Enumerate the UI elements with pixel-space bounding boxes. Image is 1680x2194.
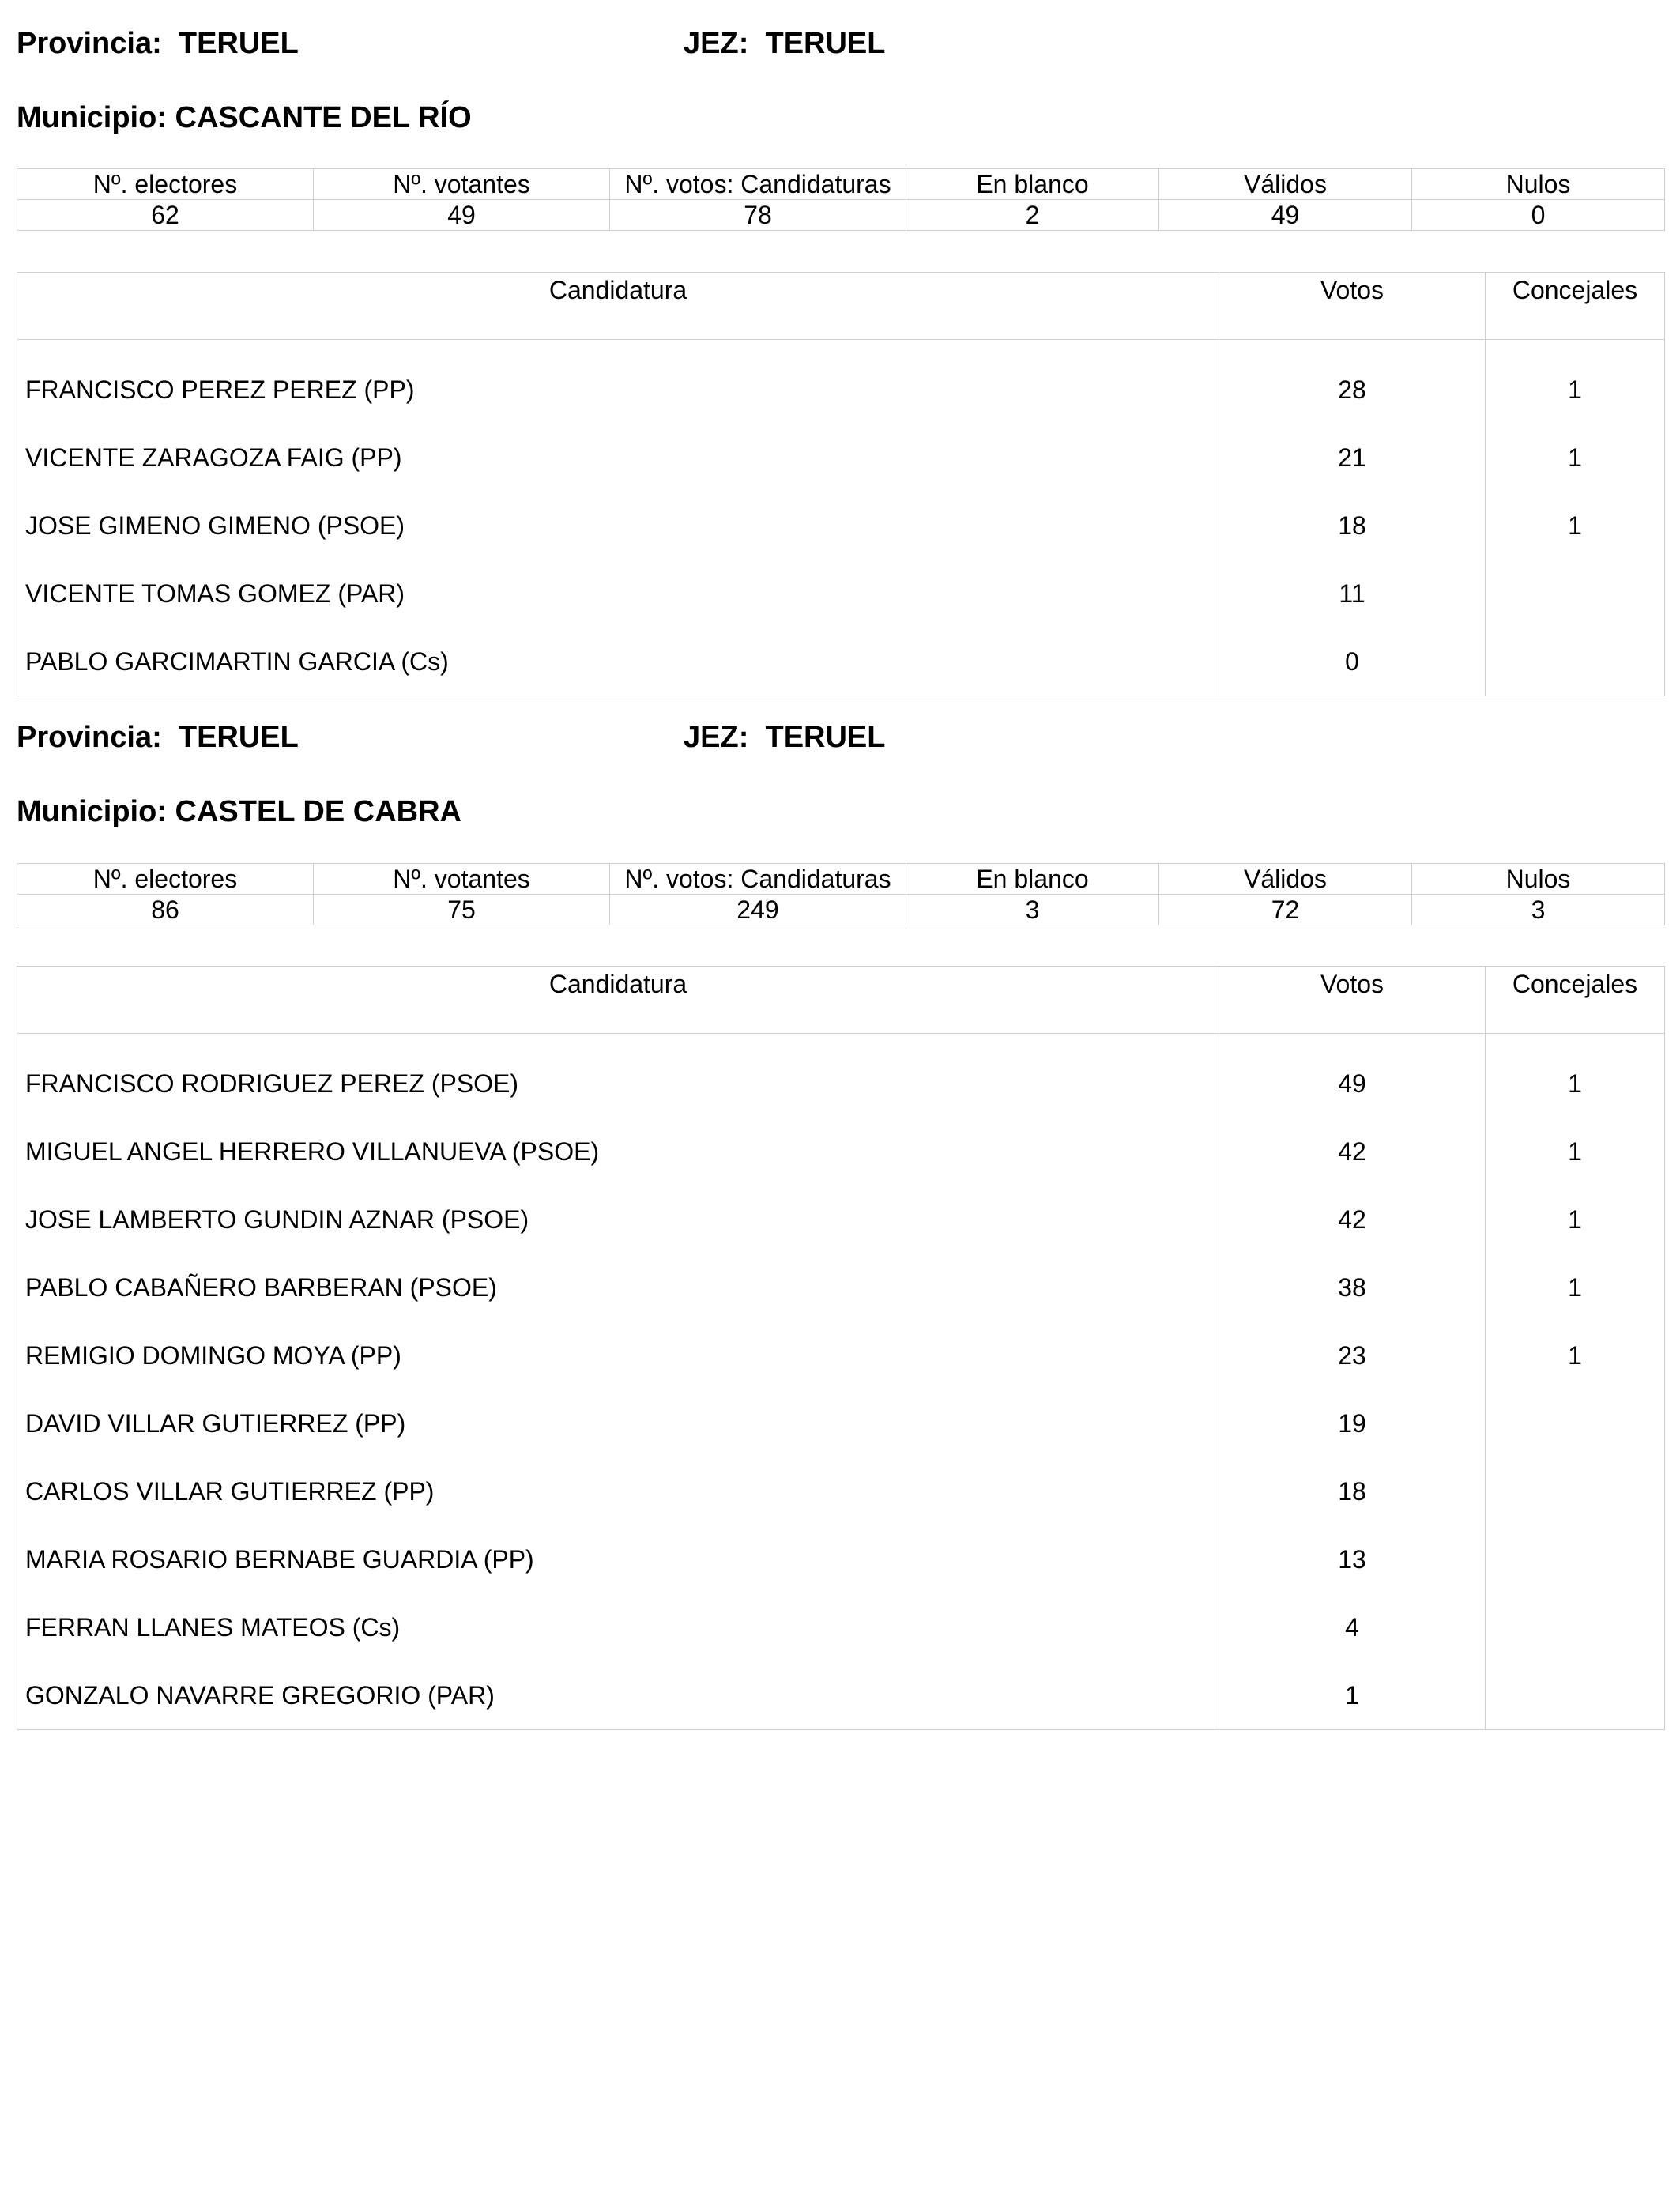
candidate-votos: 38 bbox=[1219, 1253, 1486, 1321]
candidates-table bbox=[17, 272, 1665, 696]
candidate-votos: 28 bbox=[1219, 356, 1486, 424]
candidate-name: VICENTE ZARAGOZA FAIG (PP) bbox=[17, 424, 1219, 492]
candidate-votos: 21 bbox=[1219, 424, 1486, 492]
candidate-concejales: 1 bbox=[1486, 1321, 1665, 1389]
table-row bbox=[17, 1118, 1665, 1186]
candidate-votos: 19 bbox=[1219, 1389, 1486, 1457]
candidate-concejales bbox=[1486, 1457, 1665, 1525]
votos-header: Votos bbox=[1219, 967, 1486, 1034]
candidate-name: PABLO CABAÑERO BARBERAN (PSOE) bbox=[17, 1253, 1219, 1321]
candidate-concejales: 1 bbox=[1486, 1186, 1665, 1253]
stats-header-cell: Nº. votos: Candidaturas bbox=[610, 169, 906, 200]
stats-value-cell: 49 bbox=[1159, 200, 1412, 231]
municipio-section bbox=[17, 721, 1664, 1710]
concejales-header: Concejales bbox=[1486, 967, 1665, 1034]
candidate-votos: 13 bbox=[1219, 1525, 1486, 1593]
stats-header-cell: Nulos bbox=[1412, 169, 1665, 200]
table-row bbox=[17, 356, 1665, 424]
table-row bbox=[17, 1389, 1665, 1457]
table-row bbox=[17, 1661, 1665, 1730]
provincia-jez-line bbox=[17, 27, 1664, 62]
candidate-name: CARLOS VILLAR GUTIERREZ (PP) bbox=[17, 1457, 1219, 1525]
candidate-concejales bbox=[1486, 1389, 1665, 1457]
stats-header-cell: Nº. electores bbox=[17, 864, 314, 895]
stats-value-cell: 3 bbox=[1412, 895, 1665, 925]
candidate-votos: 42 bbox=[1219, 1186, 1486, 1253]
candidate-name: DAVID VILLAR GUTIERREZ (PP) bbox=[17, 1389, 1219, 1457]
candidate-name: FRANCISCO PEREZ PEREZ (PP) bbox=[17, 356, 1219, 424]
candidate-name: VICENTE TOMAS GOMEZ (PAR) bbox=[17, 560, 1219, 628]
table-row bbox=[17, 628, 1665, 696]
candidate-name: MIGUEL ANGEL HERRERO VILLANUEVA (PSOE) bbox=[17, 1118, 1219, 1186]
candidate-votos: 0 bbox=[1219, 628, 1486, 696]
candidate-concejales bbox=[1486, 1525, 1665, 1593]
candidate-concejales: 1 bbox=[1486, 356, 1665, 424]
candidate-name: JOSE LAMBERTO GUNDIN AZNAR (PSOE) bbox=[17, 1186, 1219, 1253]
stats-value-cell: 0 bbox=[1412, 200, 1665, 231]
provincia-jez-line bbox=[17, 721, 1664, 756]
jez-heading: JEZ: TERUEL bbox=[684, 721, 886, 754]
candidate-concejales bbox=[1486, 1593, 1665, 1661]
stats-value-cell: 86 bbox=[17, 895, 314, 925]
candidate-votos: 23 bbox=[1219, 1321, 1486, 1389]
stats-header-cell: En blanco bbox=[906, 169, 1159, 200]
candidates-header-row bbox=[17, 273, 1665, 340]
stats-table bbox=[17, 168, 1665, 231]
table-row bbox=[17, 1321, 1665, 1389]
stats-value-cell: 3 bbox=[906, 895, 1159, 925]
candidate-votos: 4 bbox=[1219, 1593, 1486, 1661]
candidate-name: REMIGIO DOMINGO MOYA (PP) bbox=[17, 1321, 1219, 1389]
stats-value-cell: 249 bbox=[610, 895, 906, 925]
stats-header-cell: En blanco bbox=[906, 864, 1159, 895]
candidates-header-row bbox=[17, 967, 1665, 1034]
candidate-name: GONZALO NAVARRE GREGORIO (PAR) bbox=[17, 1661, 1219, 1730]
stats-header-cell: Nº. electores bbox=[17, 169, 314, 200]
table-row bbox=[17, 492, 1665, 560]
stats-header-row bbox=[17, 169, 1665, 200]
stats-header-row bbox=[17, 864, 1665, 895]
table-row bbox=[17, 424, 1665, 492]
candidate-concejales: 1 bbox=[1486, 492, 1665, 560]
table-row bbox=[17, 1186, 1665, 1253]
stats-header-cell: Válidos bbox=[1159, 864, 1412, 895]
stats-value-cell: 75 bbox=[314, 895, 610, 925]
municipio-heading: Municipio: CASTEL DE CABRA bbox=[17, 795, 461, 828]
table-row bbox=[17, 1457, 1665, 1525]
candidate-name: MARIA ROSARIO BERNABE GUARDIA (PP) bbox=[17, 1525, 1219, 1593]
stats-value-cell: 49 bbox=[314, 200, 610, 231]
candidate-name: FRANCISCO RODRIGUEZ PEREZ (PSOE) bbox=[17, 1050, 1219, 1118]
table-row bbox=[17, 1050, 1665, 1118]
candidate-votos: 18 bbox=[1219, 492, 1486, 560]
stats-value-row bbox=[17, 200, 1665, 231]
table-row bbox=[17, 1253, 1665, 1321]
candidates-table bbox=[17, 966, 1665, 1730]
candidate-votos: 11 bbox=[1219, 560, 1486, 628]
stats-header-cell: Válidos bbox=[1159, 169, 1412, 200]
stats-table bbox=[17, 863, 1665, 925]
candidate-name: FERRAN LLANES MATEOS (Cs) bbox=[17, 1593, 1219, 1661]
candidate-votos: 18 bbox=[1219, 1457, 1486, 1525]
stats-header-cell: Nº. votantes bbox=[314, 864, 610, 895]
stats-header-cell: Nº. votantes bbox=[314, 169, 610, 200]
concejales-header: Concejales bbox=[1486, 273, 1665, 340]
candidatura-header: Candidatura bbox=[17, 967, 1219, 1034]
table-row bbox=[17, 560, 1665, 628]
stats-header-cell: Nº. votos: Candidaturas bbox=[610, 864, 906, 895]
candidate-votos: 1 bbox=[1219, 1661, 1486, 1730]
stats-value-cell: 2 bbox=[906, 200, 1159, 231]
candidate-concejales bbox=[1486, 1661, 1665, 1730]
candidate-votos: 49 bbox=[1219, 1050, 1486, 1118]
stats-value-cell: 78 bbox=[610, 200, 906, 231]
stats-value-row bbox=[17, 895, 1665, 925]
votos-header: Votos bbox=[1219, 273, 1486, 340]
candidate-votos: 42 bbox=[1219, 1118, 1486, 1186]
candidate-name: JOSE GIMENO GIMENO (PSOE) bbox=[17, 492, 1219, 560]
candidate-concejales bbox=[1486, 628, 1665, 696]
stats-header-cell: Nulos bbox=[1412, 864, 1665, 895]
stats-value-cell: 72 bbox=[1159, 895, 1412, 925]
candidate-concejales: 1 bbox=[1486, 1050, 1665, 1118]
table-row bbox=[17, 1593, 1665, 1661]
candidate-concejales: 1 bbox=[1486, 1118, 1665, 1186]
candidate-concejales: 1 bbox=[1486, 424, 1665, 492]
provincia-heading: Provincia: TERUEL bbox=[17, 721, 299, 754]
jez-heading: JEZ: TERUEL bbox=[684, 27, 886, 60]
candidate-concejales bbox=[1486, 560, 1665, 628]
stats-value-cell: 62 bbox=[17, 200, 314, 231]
candidate-concejales: 1 bbox=[1486, 1253, 1665, 1321]
candidatura-header: Candidatura bbox=[17, 273, 1219, 340]
table-row bbox=[17, 1525, 1665, 1593]
municipio-heading: Municipio: CASCANTE DEL RÍO bbox=[17, 101, 472, 134]
provincia-heading: Provincia: TERUEL bbox=[17, 27, 299, 60]
candidate-name: PABLO GARCIMARTIN GARCIA (Cs) bbox=[17, 628, 1219, 696]
municipio-section bbox=[17, 27, 1664, 676]
